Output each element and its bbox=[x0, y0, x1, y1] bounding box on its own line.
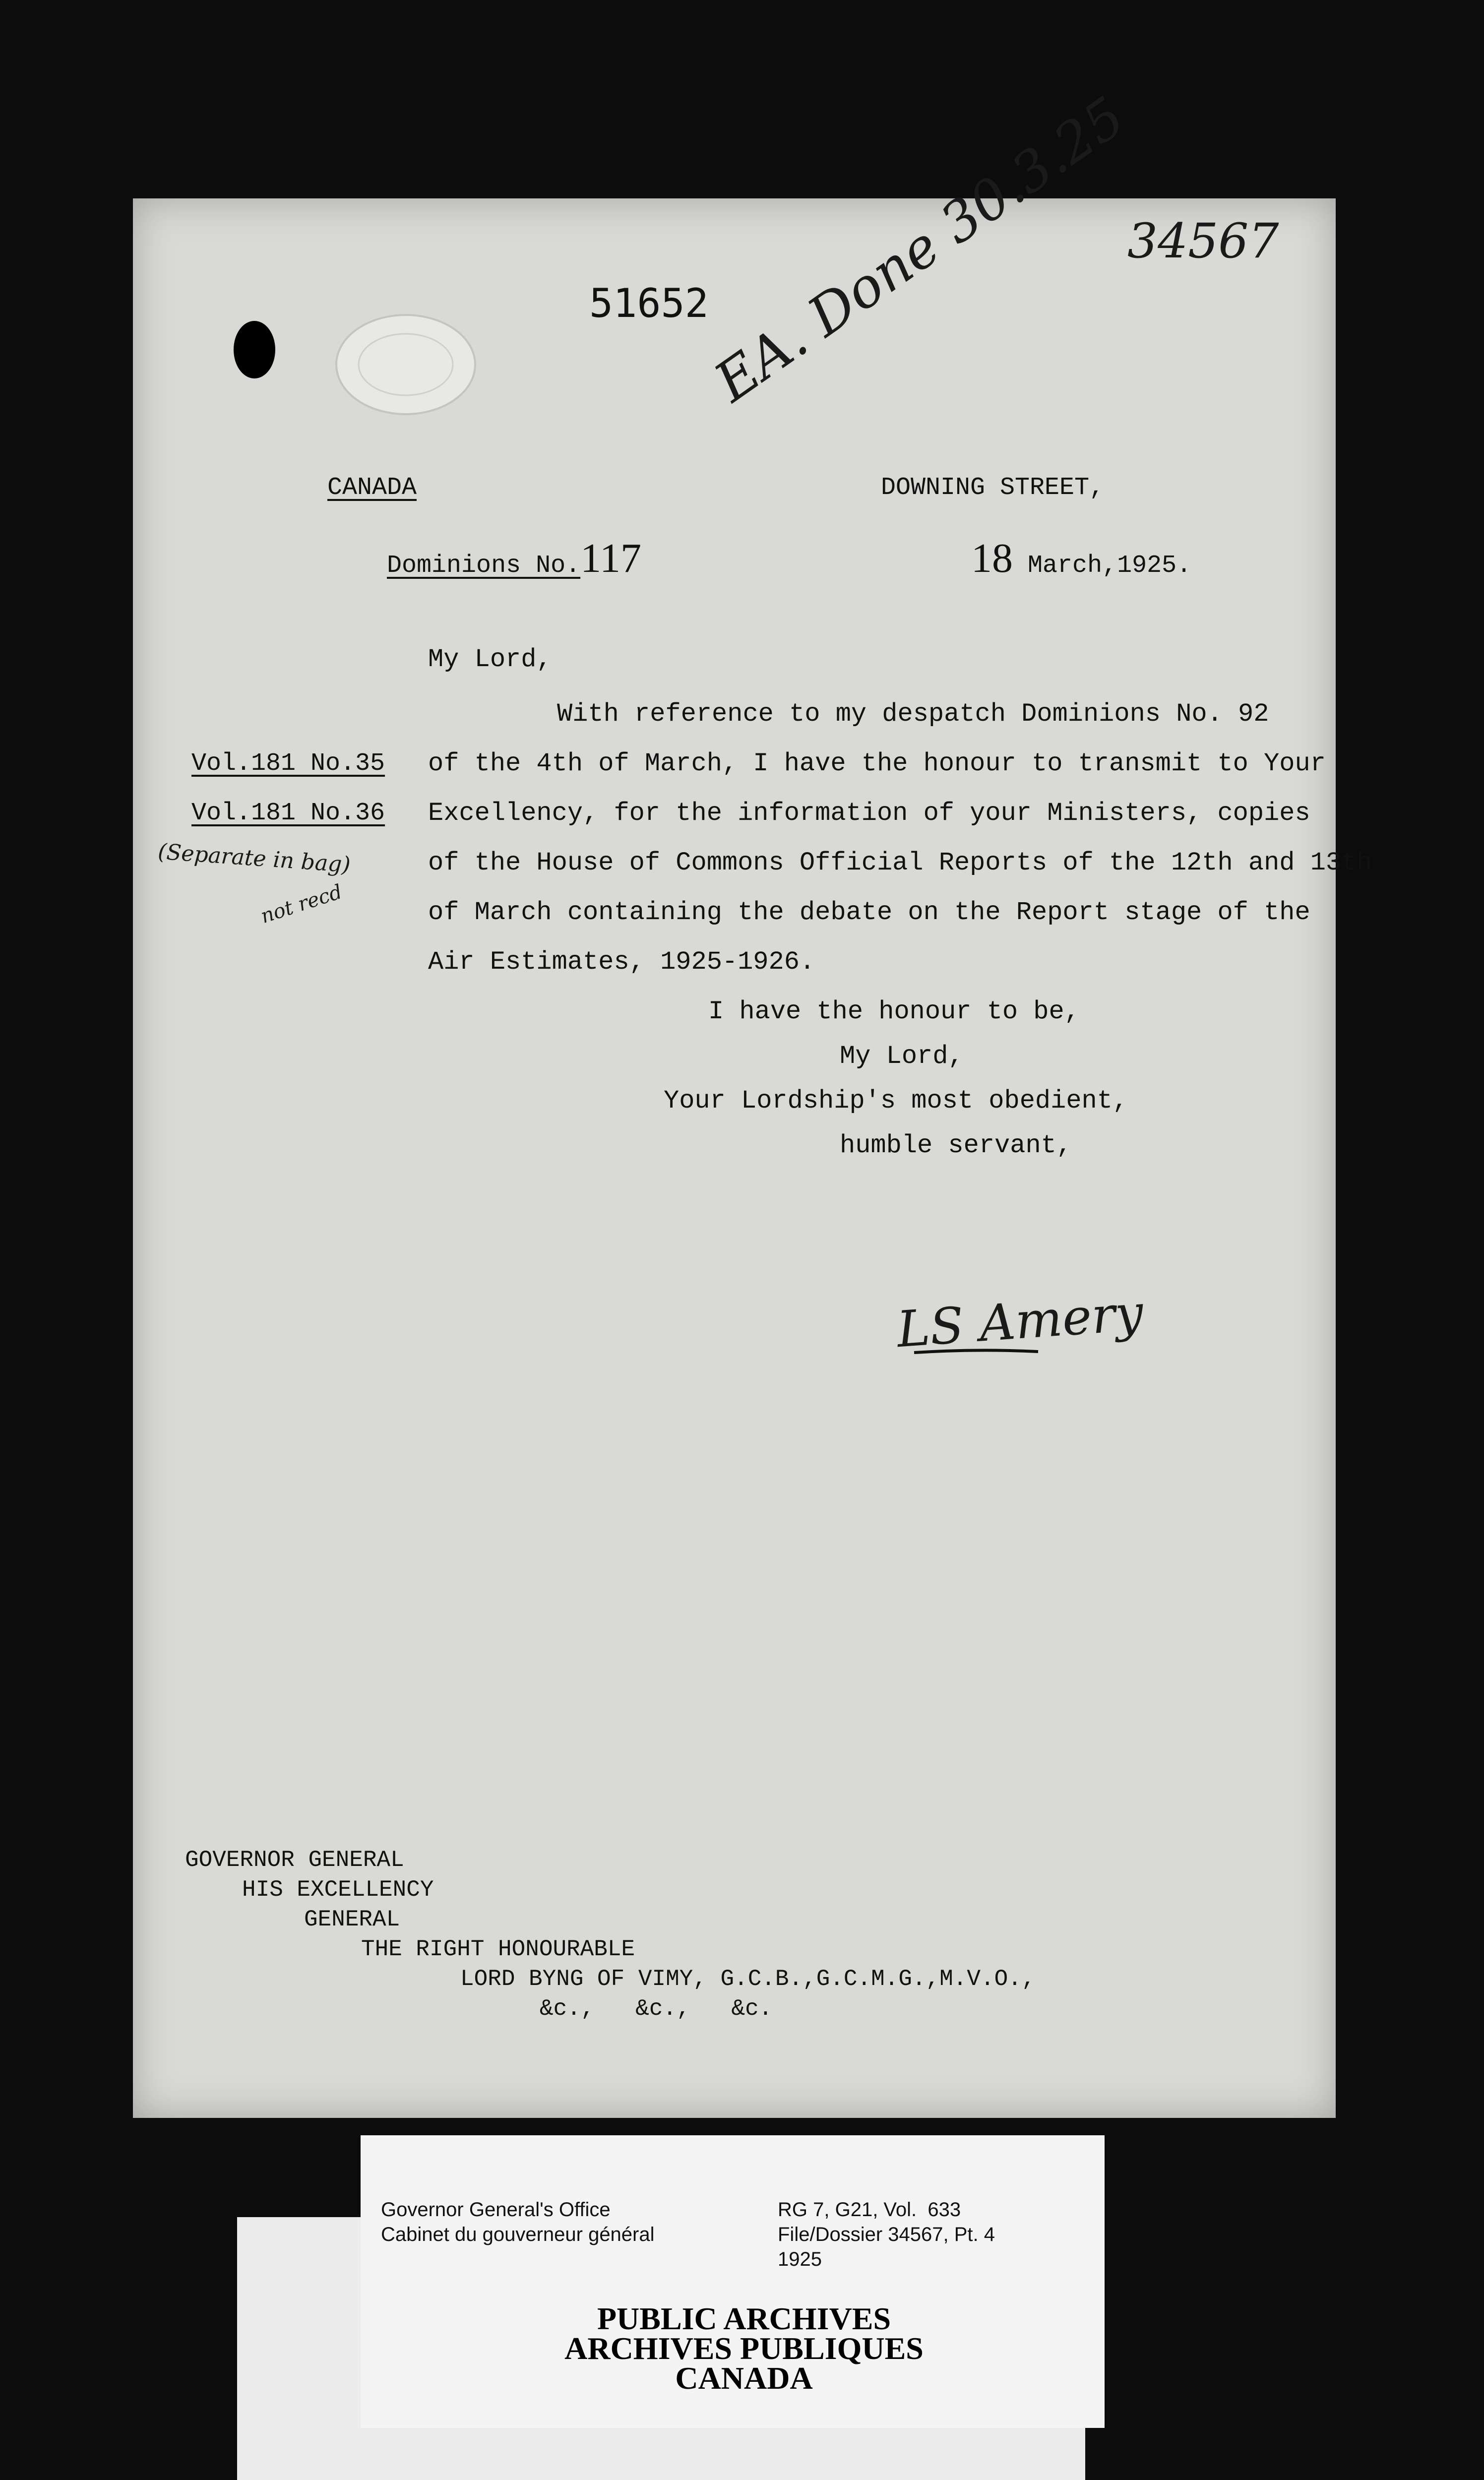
dominions-number: 117 bbox=[580, 535, 641, 581]
addressee-line-3: GENERAL bbox=[304, 1907, 400, 1932]
dominions-label: Dominions No. bbox=[387, 552, 581, 580]
addressee-line-4: THE RIGHT HONOURABLE bbox=[361, 1936, 635, 1962]
margin-note-not-recd: not recd bbox=[258, 880, 345, 929]
archives-stamp-line-3: CANADA bbox=[675, 2360, 813, 2396]
dominions-reference bbox=[327, 506, 641, 611]
registry-number-stamp: 51652 bbox=[589, 280, 709, 326]
margin-ref-vol-36: Vol.181 No.36 bbox=[191, 799, 385, 827]
signature-underline-icon bbox=[912, 1347, 1041, 1357]
closing-line-2: My Lord, bbox=[840, 1042, 964, 1071]
country-heading: CANADA bbox=[327, 474, 417, 502]
margin-ref-vol-35: Vol.181 No.35 bbox=[191, 749, 385, 778]
done-annotation: EA. Done 30.3.25 bbox=[703, 84, 1136, 414]
letter-page bbox=[133, 84, 1372, 2118]
body-line-5: of March containing the debate on the Report stage of the bbox=[428, 898, 1310, 927]
body-line-6: Air Estimates, 1925-1926. bbox=[428, 947, 815, 977]
ink-blot-icon bbox=[227, 320, 282, 389]
addressee-line-1: GOVERNOR GENERAL bbox=[185, 1847, 404, 1873]
embossed-seal-icon bbox=[331, 310, 480, 419]
body-line-2: of the 4th of March, I have the honour to transmit to Your bbox=[428, 749, 1326, 778]
file-number-handwritten: 34567 bbox=[1127, 213, 1279, 269]
closing-line-1: I have the honour to be, bbox=[708, 997, 1080, 1026]
body-line-3: Excellency, for the information of your Ministers, copies bbox=[428, 799, 1310, 828]
salutation: My Lord, bbox=[428, 645, 552, 674]
addressee-line-6: &c., &c., &c. bbox=[540, 1996, 773, 2022]
archive-reference-line-1: RG 7, G21, Vol. 633 bbox=[778, 2199, 961, 2221]
body-line-1: With reference to my despatch Dominions No. 92 bbox=[557, 699, 1269, 729]
archives-stamp-line-2: ARCHIVES PUBLIQUES bbox=[564, 2331, 924, 2366]
margin-note-separate: (Separate in bag) bbox=[157, 839, 352, 878]
closing-line-4: humble servant, bbox=[840, 1131, 1072, 1160]
signature: LS Amery bbox=[895, 1283, 1145, 1359]
closing-line-3: Your Lordship's most obedient, bbox=[664, 1086, 1128, 1116]
date-month-year: March,1925. bbox=[1028, 552, 1192, 580]
body-line-4: of the House of Commons Official Reports of the 12th and 13th bbox=[428, 848, 1372, 877]
archive-reference-line-3: 1925 bbox=[778, 2248, 822, 2270]
addressee-line-5: LORD BYNG OF VIMY, G.C.B.,G.C.M.G.,M.V.O., bbox=[460, 1966, 1036, 1992]
office-name-english: Governor General's Office bbox=[381, 2199, 611, 2221]
archives-stamp-line-1: PUBLIC ARCHIVES bbox=[597, 2301, 891, 2336]
archive-reference-line-2: File/Dossier 34567, Pt. 4 bbox=[778, 2224, 995, 2245]
office-name-french: Cabinet du gouverneur général bbox=[381, 2224, 655, 2245]
date-day: 18 bbox=[971, 535, 1013, 581]
sender-address: DOWNING STREET, bbox=[881, 474, 1105, 502]
letter-date bbox=[912, 506, 1191, 611]
addressee-line-2: HIS EXCELLENCY bbox=[242, 1877, 434, 1903]
